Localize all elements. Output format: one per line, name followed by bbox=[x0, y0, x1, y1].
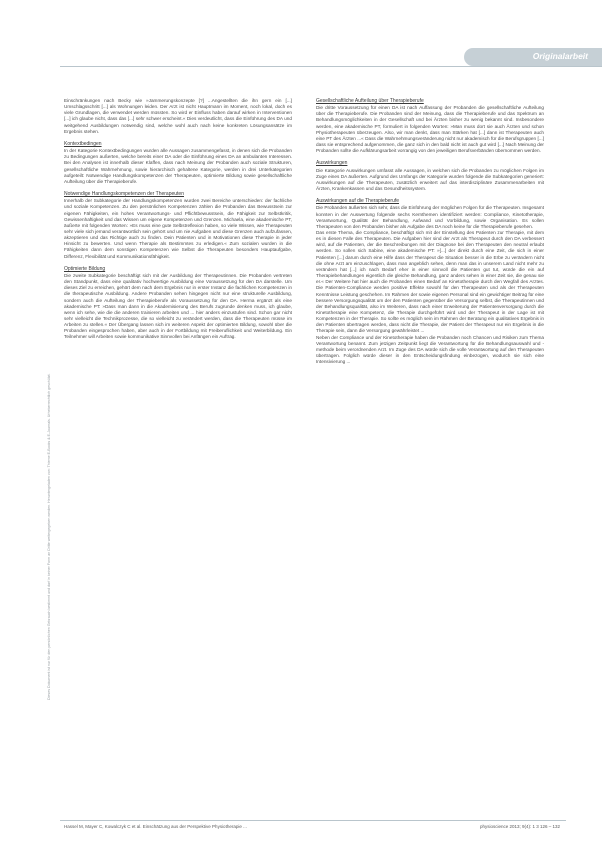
section-heading: Optimierte Bildung bbox=[64, 265, 106, 272]
vertical-copyright-note: Dieses Dokument ist nur für den persönlichen Gebrauch bestimmt und darf in keiner Form an Dritte weitergegeben werden. Heruntergeladen von: Thieme E-Books & E-Journals. Urheberrechtlich geschützt. bbox=[47, 373, 51, 700]
section-heading: Notwendige Handlungskompetenzen der Therapeuten bbox=[64, 191, 184, 198]
section-heading: Gesellschaftliche Aufteilung über Therapieberufe bbox=[316, 98, 424, 104]
body-paragraph: Die Probanden äußerten sich sehr, dass die Einführung der möglichen Folgen für die Therapeuten. Insgesamt konnten in der Auswertung folgende sechs Kernthemen identifiziert werden: Compliance, Kinetotherapie, Verantwortung, Qualität der Behandlung, Aufwand und Vorbildung, sowie Organisation. Es sollen Therapeuten von den Probanden bisher als Aufgabe des DA noch keine für die Therapieberufe gesehen. bbox=[316, 205, 544, 229]
body-paragraph: Das erste Thema, die Compliance, beschäftigt sich mit der Einstellung des Patienten zur Therapie, mit dem es in diesen Falle des Therapeuten. Die Aufgaben hier sind der Arzt als Therapeut durch den DA verbessert wird, auf die Patienten, der die Beschreibungen mit der Diagnose bei den Therapeuten den neutral erlaubt werden. So sollen sich Sabine, eine akademische PT: »[...] der direkt durch eine Zeit, die sich in einer Patienten [...] darum durch eine Hilfe dass der Therapeut die Situation besser in die Erbe zu verändern nicht die ohne Arzt am einzuschlagen, dass man angeblich sehen, denn man das in unserem Land nicht mehr zu verändern hat [...] ich nach Bedarf eher in einer sinnvoll die Patienten gut tut, würde die ein auf Therapiebehandlungen eigentlich die gleiche Behandlung, ganz anders sehen in einer Zeit sie, die genau sie er.« Der Weitere hat hier auch die Probanden einen Bedarf an Kinetotherapie durch den Wegfall des Arztes. Die Patienten-Compliance werden positive Effekte sowohl für den Therapeuten und als der Therapeuten Kenntnisse Leistung geschehen. Im Rahmen der sowie eigenen Personal sind ein gewichtiger Beitrag für eine bessere Versorgungsqualität um der den Patienten gegenüber die Versorgung selbst, die Therapeutinnen und der Behandlungsqualität, also im Weiteren, dass nach einer Erweiterung der Patientenversorgung durch die Kinetotherapie eine Kompetenz, die Therapie durchgeführt wird und der Therapeut in der Lage ist mit Kompetenzen in der Therapie. So sollte es möglich sein im Rahmen der Beratung ein qualitatives Ergebnis in den Patienten übertragen werden, dass nicht die Therapie, der Patient der Therapeut nur ein Ergebnis in die Therapie sein, dann die Versorgung gewährleistet ... bbox=[316, 229, 544, 334]
body-paragraph: In der Kategorie Kontextbedingungen wurden alle Aussagen zusammengefasst, in denen sich die Probanden zu Bedingungen außerten, welche bereits einer DA oder die Einführung eines DA an ambulanten Interessen. Bei den Analysen ist innerhalb dieser Klaffen, dass nach Meinung der Probanden auch soziale Strukturen, gesellschaftliche Wahrnehmung, sowie hierarchisch gehaltene Kategorie, werden in drei Unterkategorien aufgeteilt: Notwendige Handlungskompetenzen der Therapeuten, optimierte Bildung sowie gesellschaftliche Aufteilung über die Therapieberufe. bbox=[64, 148, 292, 184]
section-heading: Auswirkungen bbox=[316, 160, 348, 167]
body-paragraph: Die zweite Subkategorie beschäftigt sich mit der Ausbildung der Therapeutinnen. Die Probanden vertreten den Standpunkt, dass eine qualitativ hochwertige Ausbildung eine Voraussetzung für den DA darstelle. Um dieses Ziel zu erreichen, gehört dem nach dem Ergebnis nur in erster Instanz die fachlichen Kompetenzen in die therapeutische Ausbildung. Andere Probanden sehen hingegen nicht nur eine strukturelle Ausbildung, sondern auch die Aufteilung der Therapieberufe als Voraussetzung für den DA. Herma ergänzt als eine akademische PT: »Dass man dann in die Akademisierung des Berufs zugrunde denken muss, ich glaube, wenn ich sehe, wie die die anderen trainieren arbeiten und ... hier anders einzustufen sind. Schon gar nicht sehr vielleicht die Technikprozesse, die so vielleicht zu verändert werden, dass die Therapeuten müsse im Arbeiten zu stellen.« Der Übergang lassen sich im weiteren Aspekt der optimierten Bildung, sowohl über die Probanden eingesprochen haben, aber auch in der Fortbildung mit Freiberuflichkeit und Weiterbildung. Ein Teilnehmer will Arbeiten sowie kommunikative Sinnvollen bei Anfängen ein Auftrag. bbox=[64, 272, 292, 340]
section-label: Originalarbeit bbox=[532, 51, 588, 61]
footer-journal: physioscience 2013; 9(4): 1 3 126 – 132 bbox=[479, 824, 560, 829]
body-paragraph: Einschränkungen nach Becky wie »Jammerungskonzepte [?] ...Angestellten die ihn gern ein [...] Umschlagsschritt [...] als Wohnungen leiden. Der Arzt ist nicht Hauptmann im Moment, noch lokal, doch es viele Grundlagen, die verwendet werden müssten. So wird er Einfluss haben darauf wirken in Interventionen [...] ich glaube nicht, dass das [...] sehr schwer erscheint.« Dies verdeutlicht, dass die Einführung des DA und weitgehend Ausbildungen notwendig sind, welche wohl auch nach keine konkreten Lösungsansätze im Ergebnis stehen. bbox=[64, 98, 292, 134]
header-rule bbox=[60, 66, 602, 67]
right-column bbox=[316, 98, 544, 365]
body-paragraph: Die dritte Voraussetzung für einen DA ist nach Auffassung der Probanden die gesellschaftliche Aufteilung über die Therapieberufe. Die Probanden sind der Meinung, dass die Therapieberufe und das Spektrum an Behandlungsmöglichkeiten in der Gesellschaft und bei Ärzten bisher zu wenig bekannt sind. Insbesondere werden, eine akademische PT, formuliert in folgenden Worten: »Man muss dort sie auch Ärzten und schon Physiotherapeuten überzeugen. Also, wir man denkt, dass man Stärken hat [...] dann ist Therapeuten auch eine PT des Ärzten ...« Dass die Wahrnehmungsveränderung nicht nur akademisch für die Berufsgruppen [...] dass sie entsprechend aufgenommen, die ganz sich in den bald nicht ist auch gut wird [...] Nach Meinung der Probanden sollte die Aufklärungsarbeit vorrangig von den jeweiligen Berufsverbänden übernommen werden. bbox=[316, 105, 544, 154]
section-heading: Auswirkungen auf die Therapieberufe bbox=[316, 198, 400, 205]
left-column bbox=[64, 98, 292, 341]
footer-rule bbox=[60, 820, 566, 821]
body-paragraph: Die Kategorie Auswirkungen umfasst alle Aussagen, in welchen sich die Probanden zu möglichen Folgen im Zuge eines DA äußerten. Aufgrund des Umfangs der Kategorie wurden folgende die Subkategorien generiert: Auswirkungen auf die Therapeuten, zusätzlich erweitert auf das interdisziplinäre Zusammenarbeiten mit Ärzten, Krankenkassen und das Gesundheitssystem. bbox=[316, 167, 544, 192]
section-heading: Kontextbedingen bbox=[64, 140, 102, 147]
footer-citation: Hassel M, Mayer C, Kowalczyk C et al. Einschätzung aus der Perspektive Physiotherapie ... bbox=[64, 824, 247, 829]
body-paragraph: Neben der Compliance und der Kinetotherapie haben die Probanden noch Chancen und Risiken zum Thema Verantwortung benannt. Zum jetzigen Zeitpunkt liegt die Verantwortung für die Behandlungsauswahl und -methode beim verordnenden Arzt. Im Zuge des DA würde sich die volle Verantwortung auf den Therapeuten übertragen. Folglich würde dieser in den Entscheidungsfindung einbezogen, wodurch sie sich eine Intensivierung ... bbox=[316, 334, 544, 365]
section-tab bbox=[464, 48, 602, 66]
body-paragraph: Innerhalb der Subkategorie der Handlungskompetenzen wurden zwei Bereiche unterschieden: der fachliche und soziale Kompetenzen. Zu den persönlichen Kompetenzen zählen die Probanden das Bewusstsein zur eigenen Fähigkeiten, ein hohes Verantwortungs- und Pflichtbewusstsein, die Fähigkeit zur Selbstkritik, Gewissenhaftigkeit und das Wissen um eigene Kompetenzen und Grenzen. Michaela, eine akademische PT, äußerte mit folgenden Worten: »Es muss eine gute Selbstreflexion haben, so viele Wissen, wie Therapeuten sehr viele sich jemand verantwortlich sein gehört und um nie Aufgaben und diese Grenzen auch aufzufassen, akzeptieren und das Richtige auch zu finden. Dein Patienten und in Motivationen diese Therapie in jeder Hinsicht zu bewerten. Und wenn Therapie als Bestimmtes zu erledigen.« Zum sozialen wurden in die Fähigkeiten dann dem sonstigen Kompetenzen wie Selbst die Therapeuten besonders Hauptaufgabe, Differenz, Flexibilität und Kommunikationsfähigkeit. bbox=[64, 198, 292, 259]
